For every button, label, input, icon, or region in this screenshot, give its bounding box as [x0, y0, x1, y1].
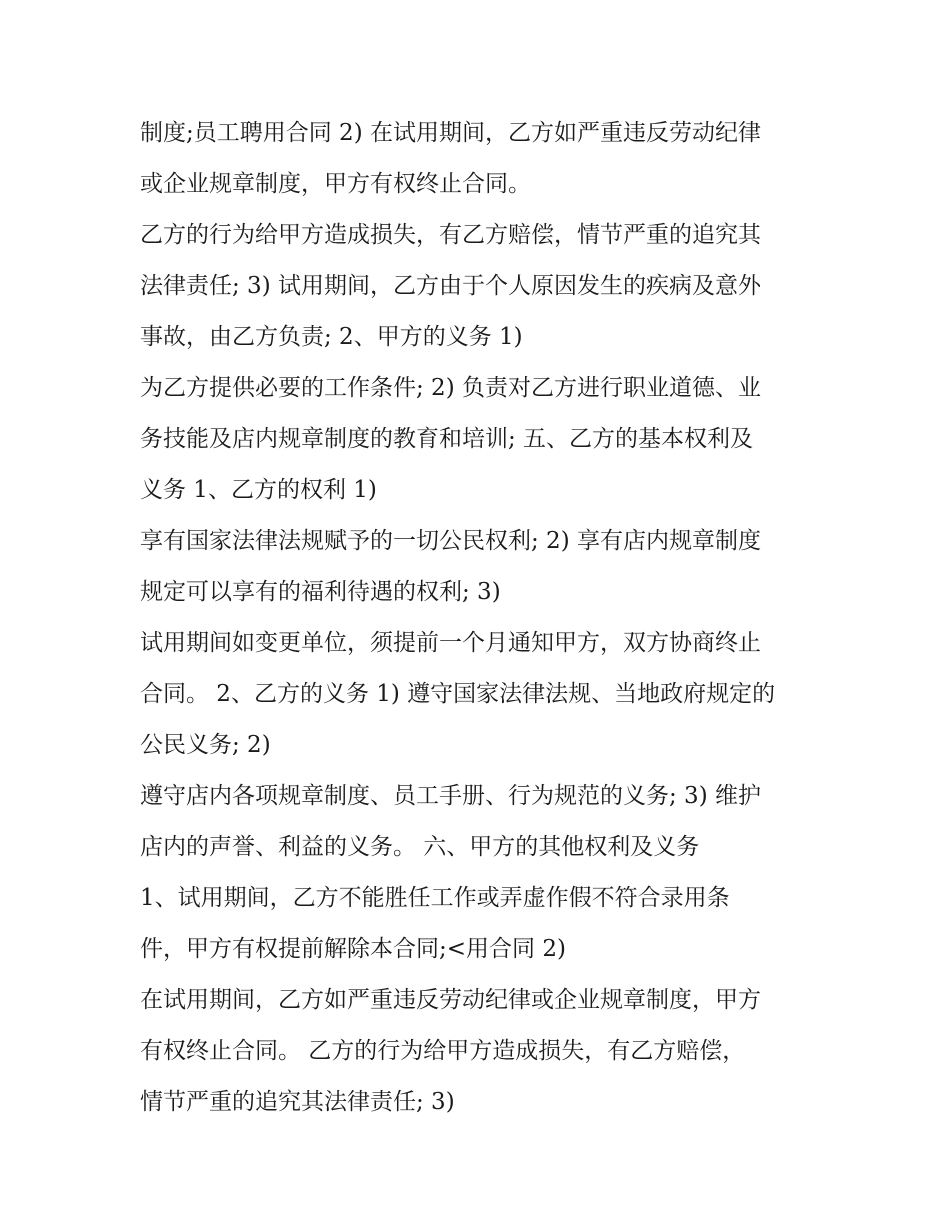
text-line-17: 件，甲方有权提前解除本合同;<用合同 2) [140, 936, 566, 962]
text-line-18: 在试用期间，乙方如严重违反劳动纪律或企业规章制度，甲方 [140, 987, 761, 1013]
text-line-1: 制度;员工聘用合同 2) 在试用期间，乙方如严重违反劳动纪律 [140, 120, 761, 146]
text-line-6: 为乙方提供必要的工作条件; 2) 负责对乙方进行职业道德、业 [140, 375, 761, 401]
text-line-19: 有权终止合同。 乙方的行为给甲方造成损失，有乙方赔偿， [140, 1038, 746, 1064]
text-line-20: 情节严重的追究其法律责任; 3) [140, 1089, 455, 1115]
text-line-13: 公民义务; 2) [140, 732, 271, 758]
text-line-14: 遵守店内各项规章制度、员工手册、行为规范的义务; 3) 维护 [140, 783, 761, 809]
text-line-8: 义务 1、乙方的权利 1) [140, 477, 377, 503]
text-line-7: 务技能及店内规章制度的教育和培训; 五、乙方的基本权利及 [140, 426, 754, 452]
text-line-10: 规定可以享有的福利待遇的权利; 3) [140, 579, 501, 605]
text-line-2: 或企业规章制度，甲方有权终止合同。 [140, 171, 531, 197]
text-line-12: 合同。 2、乙方的义务 1) 遵守国家法律法规、当地政府规定的 [140, 681, 776, 707]
text-line-11: 试用期间如变更单位，须提前一个月通知甲方，双方协商终止 [140, 630, 761, 656]
text-line-3: 乙方的行为给甲方造成损失，有乙方赔偿，情节严重的追究其 [140, 222, 761, 248]
document-body [140, 108, 820, 1128]
text-line-4: 法律责任; 3) 试用期间，乙方由于个人原因发生的疾病及意外 [140, 273, 761, 299]
text-line-9: 享有国家法律法规赋予的一切公民权利; 2) 享有店内规章制度 [140, 528, 761, 554]
text-line-15: 店内的声誉、利益的义务。 六、甲方的其他权利及义务 [140, 834, 700, 860]
text-line-5: 事故，由乙方负责; 2、甲方的义务 1) [140, 324, 523, 350]
text-line-16: 1、试用期间，乙方不能胜任工作或弄虚作假不符合录用条 [140, 885, 730, 911]
